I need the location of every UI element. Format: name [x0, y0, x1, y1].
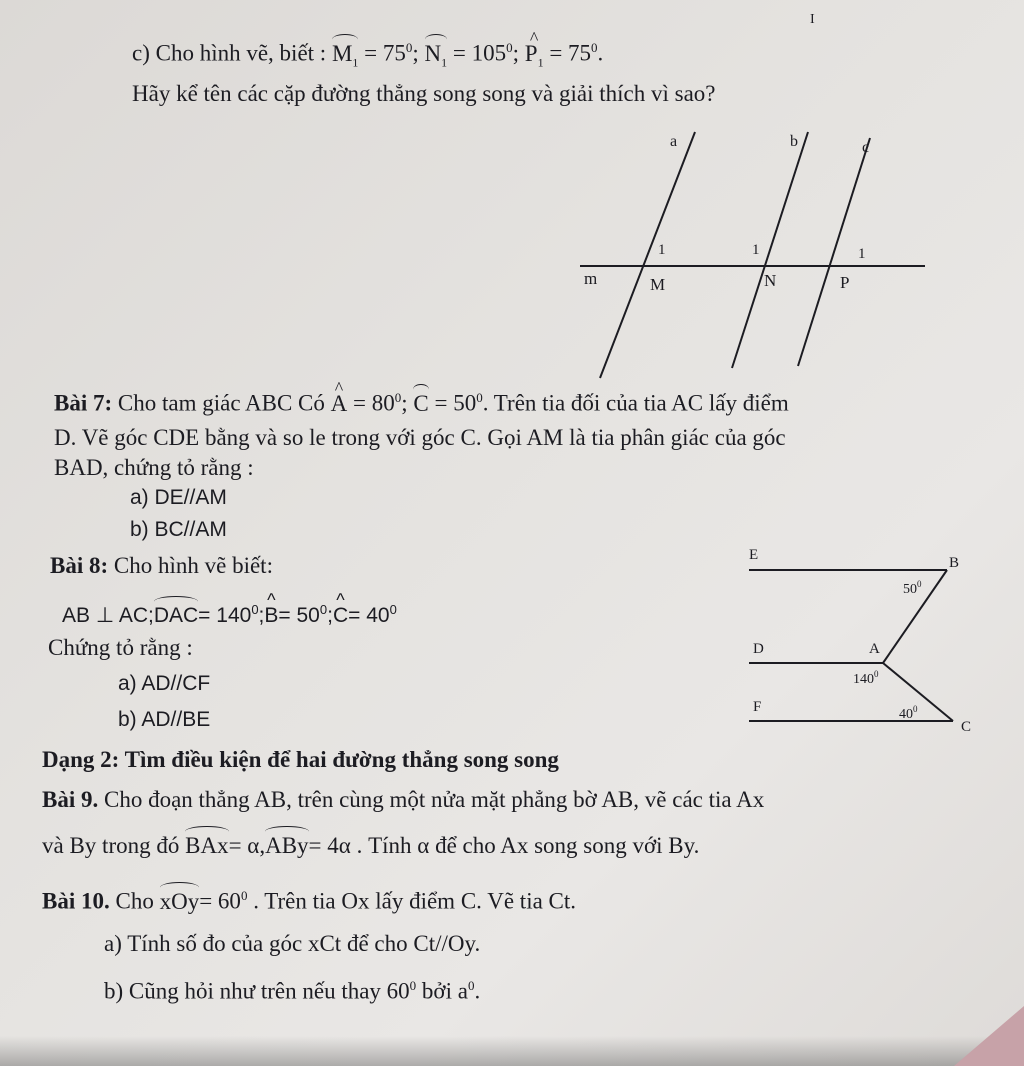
- segment-ac: [883, 663, 953, 721]
- bai8-item-a: a) AD//CF: [118, 672, 211, 695]
- label-angle-p1: 1: [858, 246, 866, 262]
- angle-n-symbol: $N_1$: [425, 40, 448, 77]
- angle-c-symbol: C: [413, 390, 429, 416]
- bai10-line1: Bài 10. Cho $xOy= 60^0$ . Trên tia Ox lấy điểm C. Vẽ tia Ct.: [42, 888, 577, 914]
- bai8-prove: Chứng tỏ rằng :: [48, 635, 193, 660]
- line-a: [600, 132, 695, 378]
- angle-bax-symbol: BAx: [185, 833, 229, 858]
- line-b: [732, 132, 808, 368]
- part-c-question: Hãy kể tên các cặp đường thẳng song song và giải thích vì sao?: [132, 81, 716, 106]
- bai7-line3: BAD, chứng tỏ rằng :: [54, 455, 254, 480]
- section-title-dang2: Dạng 2: Tìm điều kiện để hai đường thẳng song song: [42, 747, 559, 772]
- label-point-e: E: [749, 547, 759, 563]
- page-fold-shadow: [0, 1036, 1024, 1066]
- label-line-a: a: [670, 133, 678, 150]
- angle-xoy-symbol: xOy: [159, 888, 200, 914]
- label-point-b: B: [949, 555, 960, 571]
- bai7-line1: Bài 7: Cho tam giác ABC Có ^ $A = 80^0$; $C = 50^0$. Trên tia đối của tia AC lấy điểm: [54, 384, 789, 418]
- page-mark: I: [810, 12, 815, 27]
- label-line-m: m: [584, 269, 598, 288]
- label-point-d: D: [753, 641, 764, 657]
- bai10-item-b: b) Cũng hỏi như trên nếu thay $60^0$ bởi $a^0$.: [104, 978, 481, 1004]
- label-angle-n1: 1: [752, 242, 760, 258]
- label-line-c: c: [862, 139, 870, 156]
- bai7-item-b: b) BC//AM: [130, 518, 227, 541]
- figure-bai8: [735, 535, 985, 740]
- angle-a-symbol: ^ A: [331, 390, 348, 418]
- bai7-line2: D. Vẽ góc CDE bằng và so le trong với góc C. Gọi AM là tia phân giác của góc: [54, 425, 786, 450]
- bai8-intro: Bài 8: Cho hình vẽ biết:: [50, 553, 273, 578]
- label-point-n: N: [764, 271, 777, 290]
- corner-object: [954, 1006, 1024, 1066]
- label-point-m: M: [650, 275, 666, 294]
- figure-parallel-lines: [570, 120, 940, 380]
- label-angle-m1: 1: [658, 242, 666, 258]
- bai8-given: AB ⊥ AC;DAC= $140^0;\^{}$ $B= 50^0;\^{}$ $C= 40^0$: [62, 596, 397, 630]
- label-line-b: b: [790, 133, 798, 150]
- label-point-f: F: [753, 699, 762, 715]
- angle-p-symbol: ^ $P_1$: [525, 40, 544, 77]
- label-point-p: P: [840, 273, 850, 292]
- label-point-a: A: [869, 641, 880, 657]
- angle-m-symbol: $M_1$: [332, 40, 358, 77]
- angle-dac-symbol: DAC: [154, 602, 198, 630]
- bai8-item-b: b) AD//BE: [118, 708, 211, 731]
- label-angle-c: $40^0$: [899, 704, 918, 722]
- angle-b-symbol: ^ B: [264, 602, 278, 630]
- label-angle-a: $140^0$: [853, 669, 879, 687]
- part-c-given: c) Cho hình vẽ, biết : $M_1 = 75^0$; $N_1 = 105^0$; ^ $P_1 = 75^0$.: [132, 34, 603, 76]
- label-point-c: C: [961, 719, 972, 735]
- bai7-item-a: a) DE//AM: [130, 486, 227, 509]
- angle-aby-symbol: ABy: [265, 833, 309, 858]
- bai10-item-a: a) Tính số đo của góc xCt để cho Ct//Oy.: [104, 931, 481, 956]
- angle-c-symbol-2: ^ C: [333, 602, 348, 630]
- label-angle-b: $50^0$: [903, 579, 922, 597]
- bai9-line2: và By trong đó BAx= α,ABy= 4α . Tính α để cho Ax song song với By.: [42, 833, 700, 858]
- bai9-line1: Bài 9. Cho đoạn thẳng AB, trên cùng một nửa mặt phẳng bờ AB, vẽ các tia Ax: [42, 787, 765, 812]
